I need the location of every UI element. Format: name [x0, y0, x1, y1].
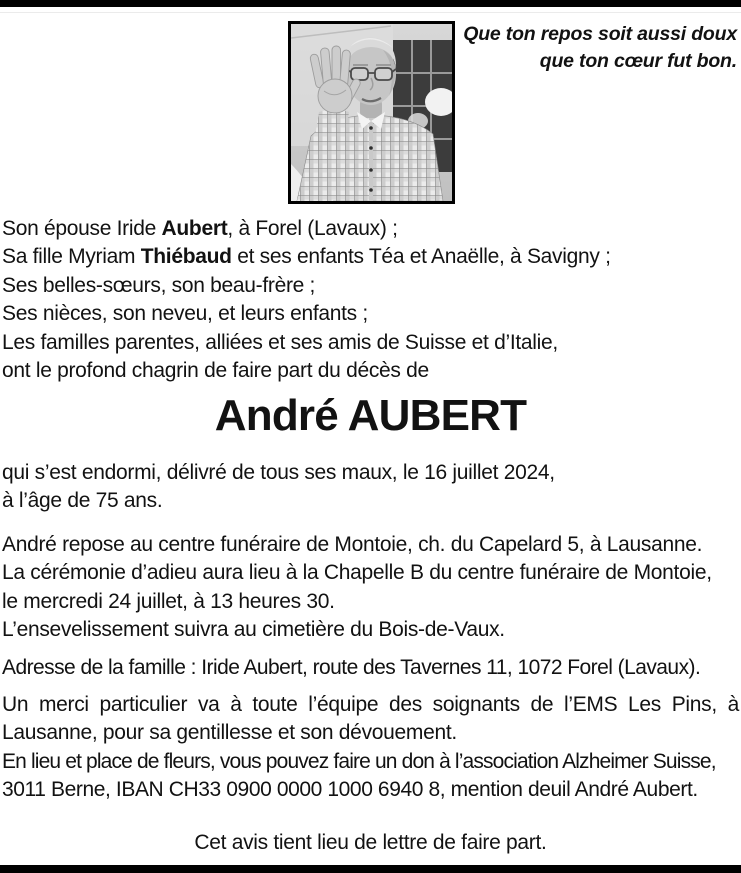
bottom-rule	[0, 865, 741, 873]
text-line: Lausanne, pour sa gentillesse et son dévouement.	[2, 721, 457, 745]
text-line: Son épouse Iride Aubert, à Forel (Lavaux) ;	[2, 217, 398, 240]
text-line: Un merci particulier va à toute l’équipe des soignants de l’EMS Les Pins, à	[2, 693, 739, 716]
text-line: Sa fille Myriam Thiébaud et ses enfants Téa et Anaëlle, à Savigny ;	[2, 245, 611, 269]
text-line: ont le profond chagrin de faire part du décès de	[2, 359, 429, 383]
top-rule	[0, 0, 741, 7]
text-line: L’ensevelissement suivra au cimetière du Bois-de-Vaux.	[2, 618, 505, 642]
text-line: qui s’est endormi, délivré de tous ses maux, le 16 juillet 2024,	[2, 461, 555, 484]
text-line: Ses nièces, son neveu, et leurs enfants ;	[2, 302, 368, 326]
portrait-photo	[288, 21, 455, 204]
death-paragraph	[2, 459, 739, 516]
epitaph-quote-line: que ton cœur fut bon.	[539, 50, 737, 72]
text-line: 3011 Berne, IBAN CH33 0900 0000 1000 6940 8, mention deuil André Aubert.	[2, 778, 698, 802]
text-line: En lieu et place de fleurs, vous pouvez faire un don à l’association Alzheimer Suisse,	[2, 749, 716, 773]
text-line: La cérémonie d’adieu aura lieu à la Chapelle B du centre funéraire de Montoie,	[2, 561, 712, 585]
deceased-name-headline: André AUBERT	[214, 391, 527, 440]
epitaph-quote	[463, 21, 737, 75]
epitaph-quote-line: Que ton repos soit aussi doux	[463, 23, 737, 45]
family-paragraph	[2, 215, 739, 385]
top-hairline	[0, 12, 741, 13]
text-line: Ses belles-sœurs, son beau-frère ;	[2, 273, 316, 297]
ceremony-paragraph	[2, 531, 739, 645]
text-line: André repose au centre funéraire de Montoie, ch. du Capelard 5, à Lausanne.	[2, 533, 703, 556]
closing-line: Cet avis tient lieu de lettre de faire part.	[194, 831, 547, 854]
text-line: à l’âge de 75 ans.	[2, 489, 163, 513]
text-line: le mercredi 24 juillet, à 13 heures 30.	[2, 589, 335, 613]
family-address-line: Adresse de la famille : Iride Aubert, route des Tavernes 11, 1072 Forel (Lavaux).	[2, 656, 701, 679]
portrait-photo-illustration	[291, 24, 452, 201]
text-line: Les familles parentes, alliées et ses amis de Suisse et d’Italie,	[2, 330, 558, 354]
thanks-paragraph	[2, 691, 739, 805]
